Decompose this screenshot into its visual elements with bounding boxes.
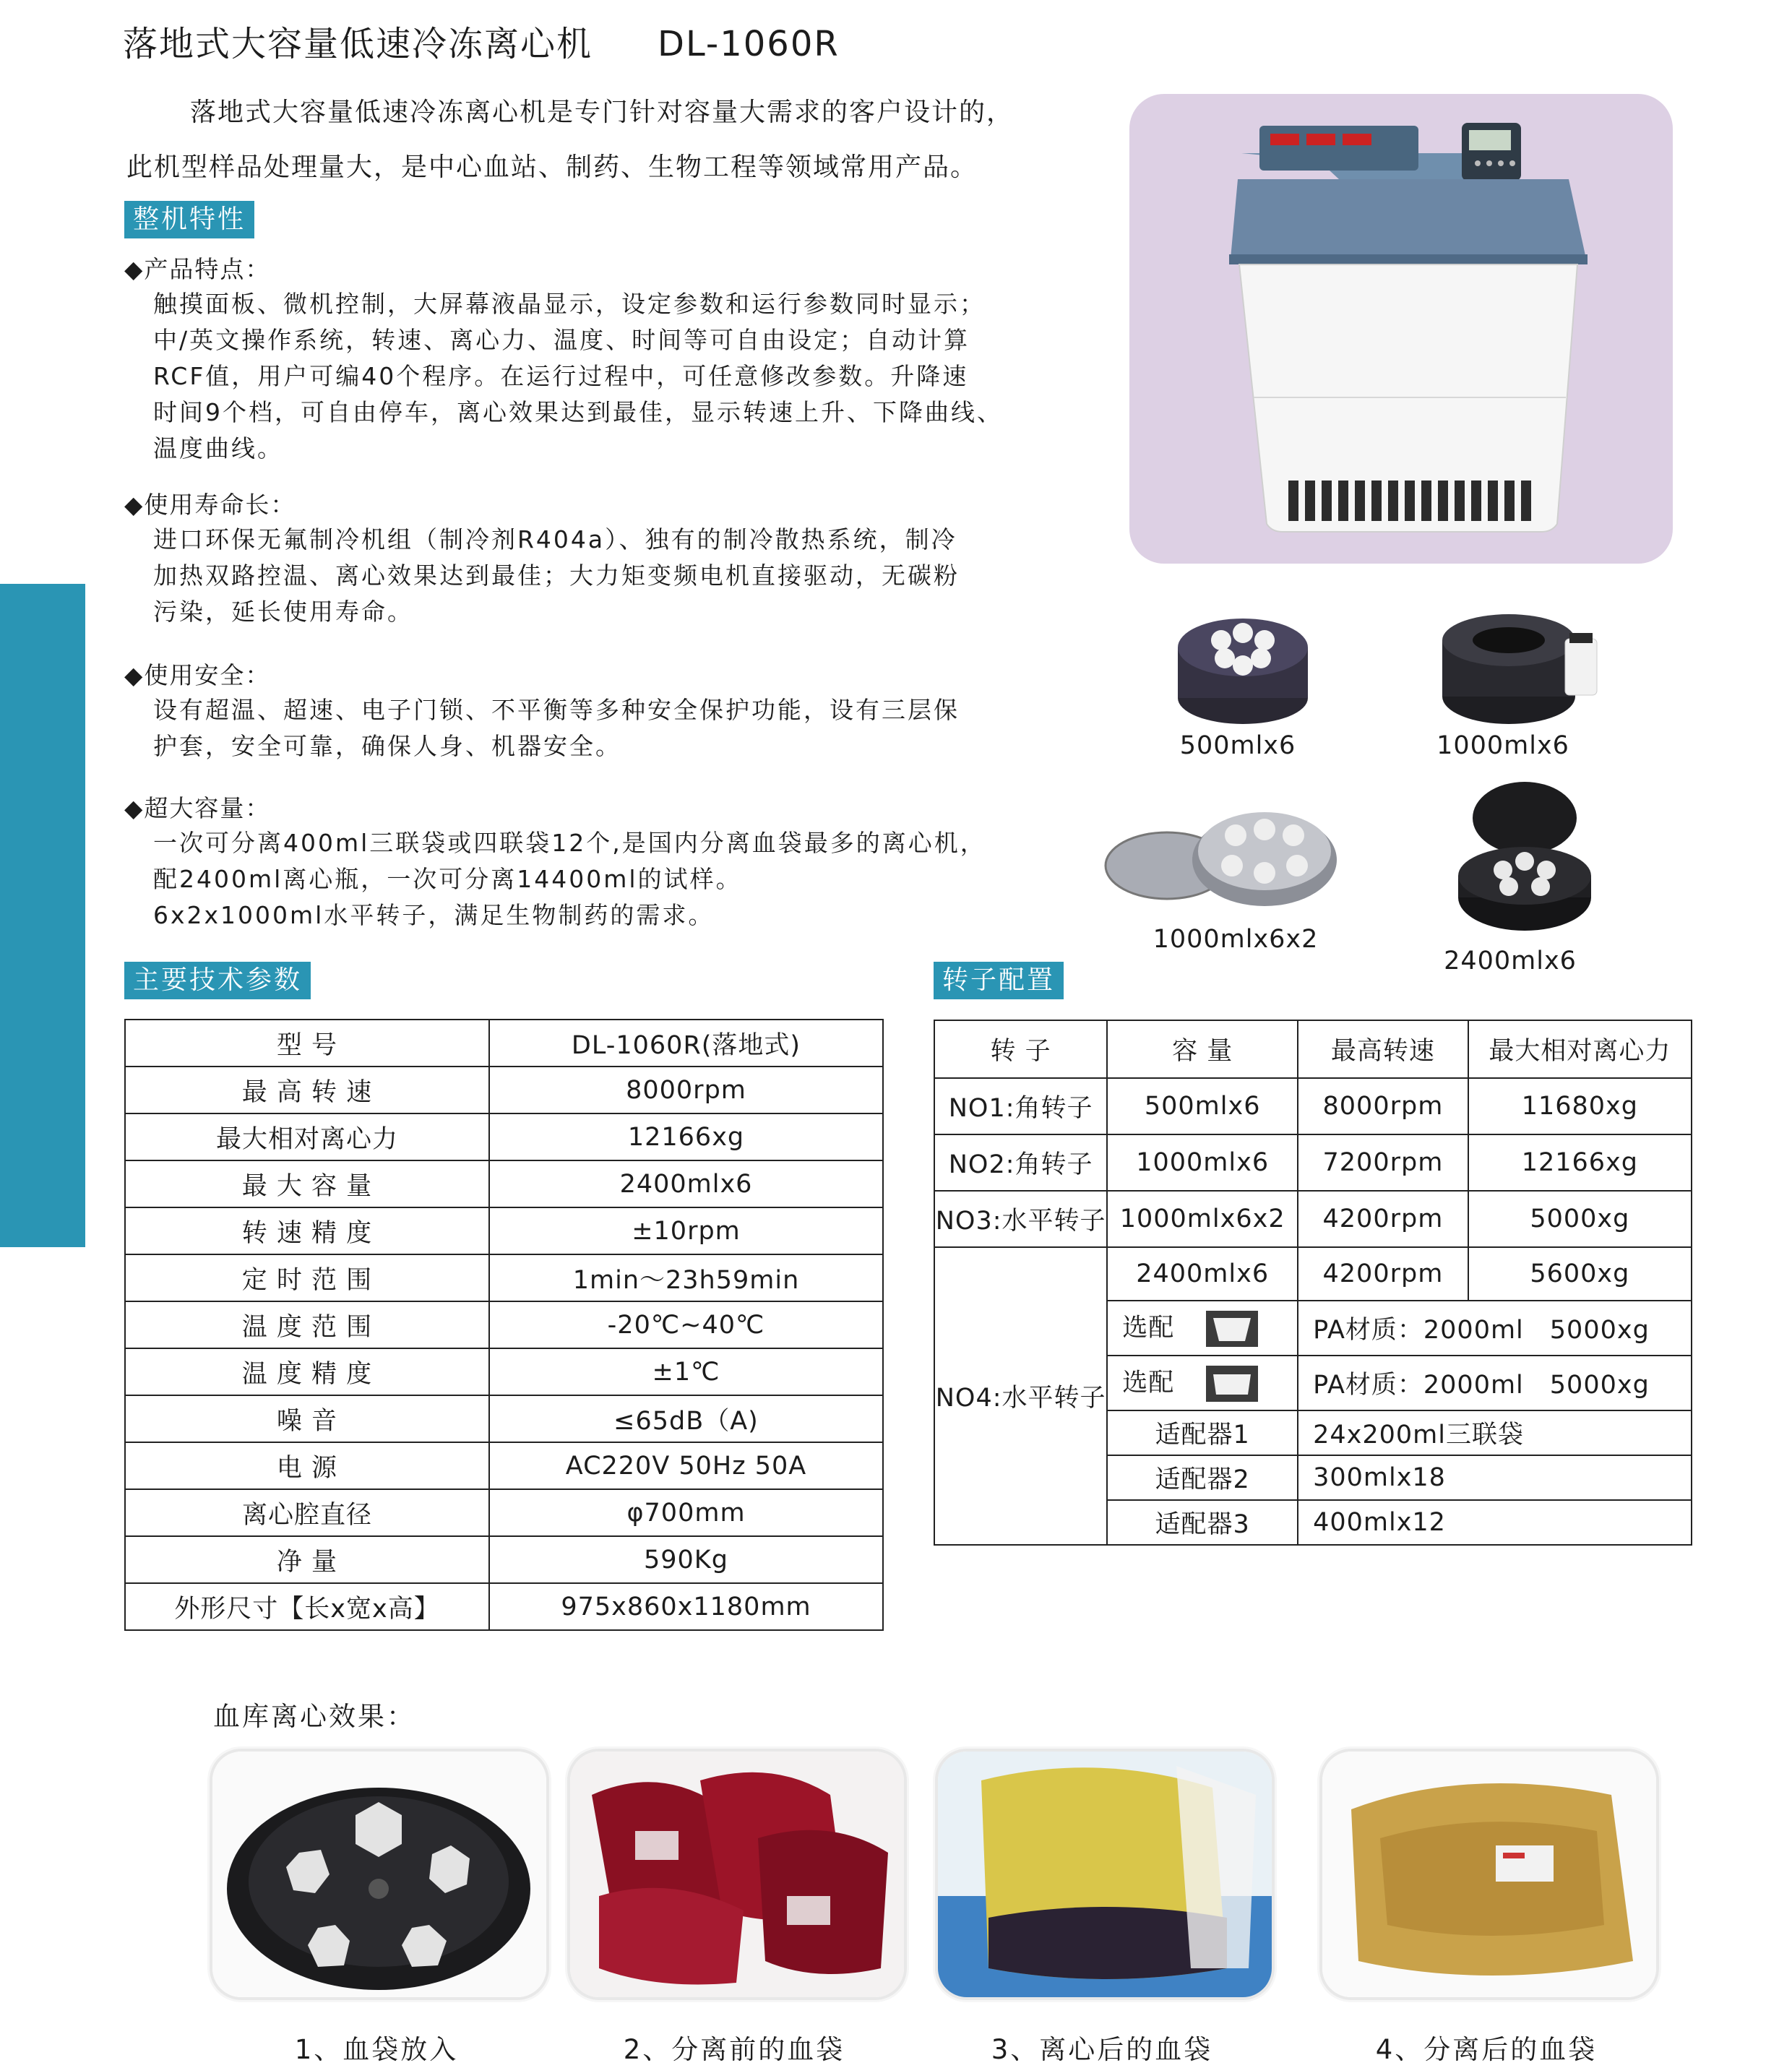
table-row (125, 1207, 883, 1254)
table-row (125, 1113, 883, 1160)
features-heading: 整机特性 (124, 201, 254, 238)
blood-photo-1 (210, 1749, 549, 2000)
adapter-name: 适配器2 (1107, 1455, 1298, 1500)
side-accent-bar (0, 584, 85, 1247)
spec-value: 2400mlx6 (489, 1160, 883, 1207)
spec-value: ≤65dB（A) (489, 1395, 883, 1442)
rotor-label-2400: 2400mlx6 (1444, 947, 1577, 975)
feature-line: 污染，延长使用寿命。 (153, 598, 413, 626)
spec-value: 1min～23h59min (489, 1254, 883, 1301)
feature-title: ◆超大容量： (124, 794, 271, 822)
page-title (123, 16, 840, 66)
rotor-speed: 4200rpm (1298, 1247, 1468, 1301)
spec-key: 温 度 精 度 (125, 1348, 489, 1395)
specs-table (124, 1019, 884, 1631)
spec-key: 噪 音 (125, 1395, 489, 1442)
feature-product (124, 253, 1064, 467)
spec-value: ±1℃ (489, 1348, 883, 1395)
rotor-capacity: 1000mlx6x2 (1107, 1191, 1298, 1247)
table-row (125, 1536, 883, 1583)
spec-value: φ700mm (489, 1489, 883, 1536)
rotor-2400-image (1452, 782, 1597, 941)
table-row (125, 1301, 883, 1348)
table-row (125, 1489, 883, 1536)
blood-photo-3 (935, 1749, 1275, 2000)
feature-line: 进口环保无氟制冷机组（制冷剂R404a）、独有的制冷散热系统，制冷 (153, 525, 957, 553)
table-row (125, 1067, 883, 1113)
table-row (125, 1395, 883, 1442)
feature-line: 时间9个档，可自由停车，离心效果达到最佳，显示转速上升、下降曲线、 (153, 398, 1003, 426)
spec-key: 电 源 (125, 1442, 489, 1489)
rotor-1000-image (1436, 604, 1610, 727)
plasma-bags-illustration (1322, 1752, 1656, 1997)
spec-key: 最 大 容 量 (125, 1160, 489, 1207)
feature-line: 6x2x1000ml水平转子，满足生物制药的需求。 (153, 901, 715, 929)
table-header-row (934, 1020, 1692, 1078)
caption-3: 3、离心后的血袋 (991, 2034, 1213, 2065)
spec-value: ±10rpm (489, 1207, 883, 1254)
table-row (125, 1020, 883, 1067)
feature-line: 加热双路控温、离心效果达到最佳；大力矩变频电机直接驱动，无碳粉 (153, 561, 960, 590)
centrifuge-illustration (1129, 94, 1673, 564)
intro-line-2: 此机型样品处理量大，是中心血站、制药、生物工程等领域常用产品。 (126, 152, 978, 182)
spec-value: DL-1060R(落地式) (489, 1020, 883, 1067)
blood-heading: 血库离心效果： (213, 1701, 415, 1732)
red-bags-illustration (570, 1752, 904, 1997)
spec-value: 975x860x1180mm (489, 1583, 883, 1630)
header-cell: 转 子 (934, 1020, 1107, 1078)
feature-lifespan (124, 488, 1064, 630)
rotor-name: NO4:水平转子 (934, 1247, 1107, 1545)
centrifuge-image (1129, 94, 1673, 564)
rotor-1000x2-image (1102, 793, 1340, 916)
feature-line: 中/英文操作系统，转速、离心力、温度、时间等可自由设定；自动计算 (153, 326, 970, 354)
feature-line: 温度曲线。 (153, 434, 283, 462)
table-row (125, 1442, 883, 1489)
spec-key: 定 时 范 围 (125, 1254, 489, 1301)
feature-title: ◆使用寿命长： (124, 491, 296, 519)
model-text: DL-1060R (658, 24, 840, 64)
rotor-name: NO1:角转子 (934, 1078, 1107, 1134)
bottle-adapter-icon (1205, 1364, 1259, 1403)
intro-paragraph (126, 85, 1066, 195)
adapter-name: 适配器1 (1107, 1410, 1298, 1455)
header-cell: 最高转速 (1298, 1020, 1468, 1078)
rotor-config-table (934, 1020, 1692, 1546)
rotor-speed: 8000rpm (1298, 1078, 1468, 1134)
table-row (934, 1134, 1692, 1191)
spec-value: 590Kg (489, 1536, 883, 1583)
adapter-value: 300mlx18 (1298, 1455, 1692, 1500)
title-text: 落地式大容量低速冷冻离心机 (123, 24, 593, 64)
rotor-capacity: 1000mlx6 (1107, 1134, 1298, 1191)
rotor-label-1000x2: 1000mlx6x2 (1153, 925, 1319, 954)
adapter-value: 24x200ml三联袋 (1298, 1410, 1692, 1455)
adapter-value: 400mlx12 (1298, 1500, 1692, 1545)
feature-title: ◆产品特点： (124, 255, 271, 283)
rotor-name: NO3:水平转子 (934, 1191, 1107, 1247)
blood-photo-2 (567, 1749, 907, 2000)
caption-4: 4、分离后的血袋 (1375, 2034, 1598, 2065)
feature-safety (124, 659, 1064, 764)
spec-value: 8000rpm (489, 1067, 883, 1113)
feature-line: 触摸面板、微机控制，大屏幕液晶显示，设定参数和运行参数同时显示； (153, 290, 986, 318)
spec-value: -20℃~40℃ (489, 1301, 883, 1348)
caption-2: 2、分离前的血袋 (623, 2034, 845, 2065)
option-cell (1107, 1356, 1298, 1410)
rotor-capacity: 500mlx6 (1107, 1078, 1298, 1134)
option-label: 选配 (1122, 1314, 1175, 1343)
table-row (934, 1191, 1692, 1247)
rotor-force: 5600xg (1468, 1247, 1692, 1301)
spec-key: 转 速 精 度 (125, 1207, 489, 1254)
spec-value: 12166xg (489, 1113, 883, 1160)
rotor-label-500: 500mlx6 (1179, 731, 1296, 760)
header-cell: 容 量 (1107, 1020, 1298, 1078)
table-row (125, 1254, 883, 1301)
intro-line-1: 落地式大容量低速冷冻离心机是专门针对容量大需求的客户设计的， (190, 98, 1015, 127)
feature-capacity (124, 792, 1064, 934)
table-row (125, 1160, 883, 1207)
feature-line: RCF值，用户可编40个程序。在运行过程中，可任意修改参数。升降速 (153, 362, 969, 390)
specs-heading: 主要技术参数 (124, 962, 311, 999)
rotor-capacity: 2400mlx6 (1107, 1247, 1298, 1301)
feature-line: 设有超温、超速、电子门锁、不平衡等多种安全保护功能，设有三层保 (153, 696, 960, 724)
feature-line: 一次可分离400ml三联袋或四联袋12个,是国内分离血袋最多的离心机， (153, 829, 986, 857)
bottle-adapter-icon (1205, 1309, 1259, 1348)
table-row (934, 1247, 1692, 1301)
spec-key: 净 量 (125, 1536, 489, 1583)
option-label: 选配 (1122, 1369, 1175, 1397)
header-cell: 最大相对离心力 (1468, 1020, 1692, 1078)
table-row (934, 1078, 1692, 1134)
caption-1: 1、血袋放入 (294, 2034, 459, 2065)
spec-value: AC220V 50Hz 50A (489, 1442, 883, 1489)
blood-photo-4 (1319, 1749, 1659, 2000)
rotor-label-1000: 1000mlx6 (1436, 731, 1569, 760)
rotor-speed: 4200rpm (1298, 1191, 1468, 1247)
feature-line: 配2400ml离心瓶，一次可分离14400ml的试样。 (153, 865, 742, 893)
rotor-config-heading: 转子配置 (934, 962, 1064, 999)
rotor-name: NO2:角转子 (934, 1134, 1107, 1191)
spec-key: 外形尺寸【长x宽x高】 (125, 1583, 489, 1630)
option-cell (1107, 1301, 1298, 1356)
spec-key: 温 度 范 围 (125, 1301, 489, 1348)
feature-title: ◆使用安全： (124, 661, 271, 689)
table-row (125, 1348, 883, 1395)
spec-key: 离心腔直径 (125, 1489, 489, 1536)
option-material: PA材质：2000ml 5000xg (1298, 1356, 1692, 1410)
rotor-bags-illustration (212, 1752, 546, 1997)
centrifuged-bag-illustration (938, 1752, 1272, 1997)
spec-key: 型 号 (125, 1020, 489, 1067)
adapter-name: 适配器3 (1107, 1500, 1298, 1545)
rotor-speed: 7200rpm (1298, 1134, 1468, 1191)
spec-key: 最大相对离心力 (125, 1113, 489, 1160)
rotor-force: 5000xg (1468, 1191, 1692, 1247)
rotor-force: 11680xg (1468, 1078, 1692, 1134)
table-row (125, 1583, 883, 1630)
feature-line: 护套，安全可靠，确保人身、机器安全。 (153, 732, 621, 760)
option-material: PA材质：2000ml 5000xg (1298, 1301, 1692, 1356)
rotor-force: 12166xg (1468, 1134, 1692, 1191)
spec-key: 最 高 转 速 (125, 1067, 489, 1113)
rotor-500-image (1171, 604, 1315, 727)
